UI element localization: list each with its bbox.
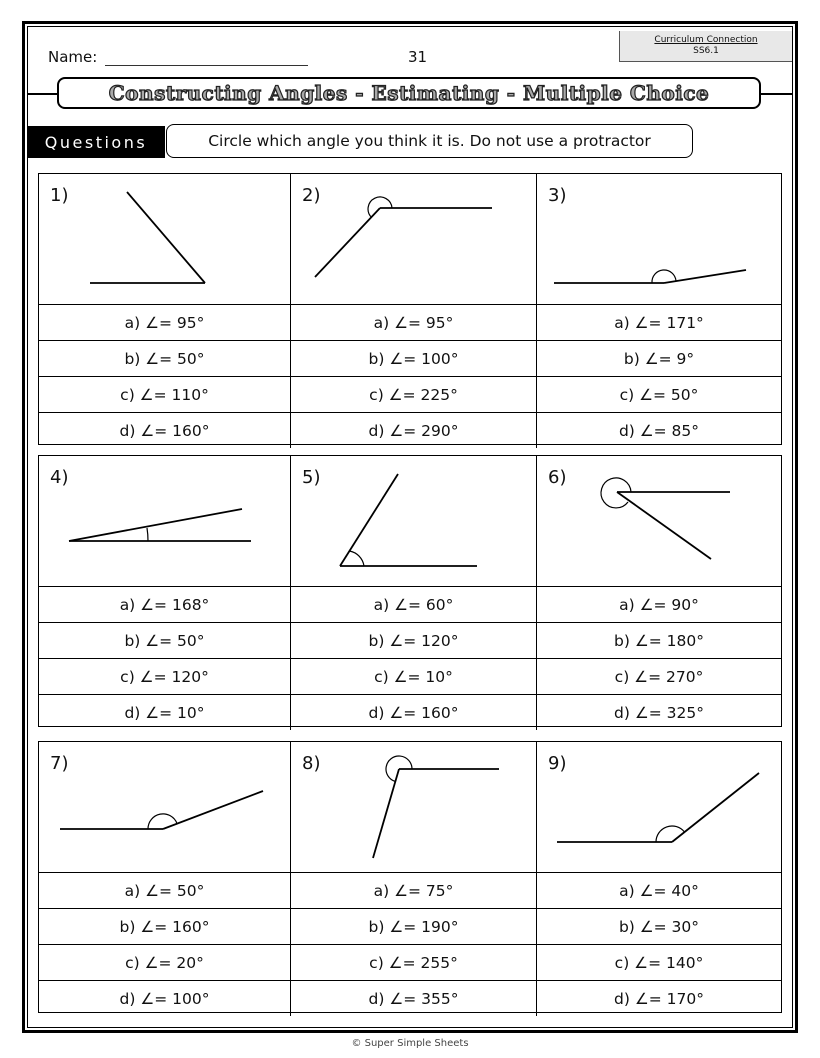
angle-1-figure [39,174,291,304]
question-7-drawing [39,742,291,872]
drawing-row [39,742,781,873]
curriculum-connection-box [619,31,792,62]
angle-4-ray-b [69,509,242,541]
title-banner [57,77,761,109]
name-field[interactable] [105,65,308,66]
angle-9-ray-b [672,773,759,842]
choice-3d[interactable]: d) ∠= 85° [618,421,700,440]
angle-8-ray-a [373,769,399,858]
choice-2a[interactable]: a) ∠= 95° [291,305,537,340]
question-9-drawing [537,742,781,872]
angle-5-figure [291,456,537,586]
question-8-drawing [291,742,537,872]
angle-3-figure [537,174,781,304]
choice-1a[interactable]: a) ∠= 95° [39,305,291,340]
question-number: 1) [50,185,69,206]
angle-6-figure [537,456,781,586]
question-number: 6) [548,467,567,488]
angle-4-arc [147,528,148,541]
choice-9b[interactable]: b) ∠= 30° [618,917,700,936]
angle-5-arc [350,551,365,566]
title-rule-right [761,93,793,95]
question-grid-3 [38,741,782,1013]
angle-6-ray-b [617,492,711,559]
question-3-drawing [537,174,781,304]
choice-1d[interactable]: d) ∠= 160° [39,413,291,448]
answer-row [39,377,781,413]
choice-2d[interactable]: d) ∠= 290° [291,413,537,448]
angle-7-ray-b [163,791,263,829]
name-label: Name: [48,48,98,66]
angle-8-figure [291,742,537,872]
answer-row [39,413,781,448]
choice-6a[interactable]: a) ∠= 90° [619,595,699,614]
page-number: 31 [408,48,428,66]
choice-2c[interactable]: c) ∠= 225° [291,377,537,412]
choice-4d[interactable]: d) ∠= 10° [39,695,291,730]
choice-7c[interactable]: c) ∠= 20° [39,945,291,980]
angle-7-arc [148,814,177,829]
question-5-drawing [291,456,537,586]
answer-row [39,623,781,659]
angle-2-figure [291,174,537,304]
instructions-box: Circle which angle you think it is. Do not use a protractor [166,124,693,158]
question-number: 2) [302,185,321,206]
question-4-drawing [39,456,291,586]
title-rule-left [27,93,57,95]
answer-row [39,659,781,695]
choice-5d[interactable]: d) ∠= 160° [291,695,537,730]
curriculum-connection-link[interactable]: Curriculum Connection [654,35,758,45]
angle-9-figure [537,742,781,872]
choice-1c[interactable]: c) ∠= 110° [39,377,291,412]
choice-7d[interactable]: d) ∠= 100° [39,981,291,1016]
questions-label: Questions [27,126,165,158]
question-1-drawing [39,174,291,304]
worksheet-title: Constructing Angles - Estimating - Multiple Choice [108,81,710,105]
answer-row [39,587,781,623]
angle-9-arc [656,826,685,842]
angle-1-ray-b [127,192,205,283]
choice-6b[interactable]: b) ∠= 180° [614,631,704,650]
question-2-drawing [291,174,537,304]
choice-5a[interactable]: a) ∠= 60° [291,587,537,622]
choice-7a[interactable]: a) ∠= 50° [39,873,291,908]
angle-7-figure [39,742,291,872]
choice-3b[interactable]: b) ∠= 9° [623,349,695,368]
copyright-footer: © Super Simple Sheets [351,1038,469,1049]
choice-7b[interactable]: b) ∠= 160° [39,909,291,944]
choice-5c[interactable]: c) ∠= 10° [291,659,537,694]
question-number: 3) [548,185,567,206]
answer-row [39,945,781,981]
choice-3a[interactable]: a) ∠= 171° [614,313,704,332]
choice-5b[interactable]: b) ∠= 120° [291,623,537,658]
choice-9a[interactable]: a) ∠= 40° [619,881,699,900]
choice-1b[interactable]: b) ∠= 50° [39,341,291,376]
angle-4-figure [39,456,291,586]
question-grid-2 [38,455,782,727]
question-6-drawing [537,456,781,586]
answer-row [39,909,781,945]
question-grid-1 [38,173,782,445]
answer-row [39,873,781,909]
choice-6d[interactable]: d) ∠= 325° [614,703,704,722]
choice-2b[interactable]: b) ∠= 100° [291,341,537,376]
drawing-row [39,456,781,587]
choice-8c[interactable]: c) ∠= 255° [291,945,537,980]
choice-4b[interactable]: b) ∠= 50° [39,623,291,658]
choice-9d[interactable]: d) ∠= 170° [614,989,704,1008]
answer-row [39,341,781,377]
angle-5-ray-b [340,474,398,566]
choice-4a[interactable]: a) ∠= 168° [39,587,291,622]
choice-3c[interactable]: c) ∠= 50° [619,385,699,404]
choice-8b[interactable]: b) ∠= 190° [291,909,537,944]
choice-8d[interactable]: d) ∠= 355° [291,981,537,1016]
choice-4c[interactable]: c) ∠= 120° [39,659,291,694]
answer-row [39,305,781,341]
question-number: 4) [50,467,69,488]
question-number: 7) [50,753,69,774]
choice-9c[interactable]: c) ∠= 140° [614,953,704,972]
curriculum-code: SS6.1 [693,46,719,56]
answer-row [39,981,781,1016]
question-number: 5) [302,467,321,488]
angle-2-ray-a [315,208,380,277]
angle-6-arc [601,478,631,508]
question-number: 9) [548,753,567,774]
choice-6c[interactable]: c) ∠= 270° [614,667,704,686]
angle-3-ray-b [664,270,746,283]
drawing-row [39,174,781,305]
choice-8a[interactable]: a) ∠= 75° [291,873,537,908]
answer-row [39,695,781,730]
question-number: 8) [302,753,321,774]
